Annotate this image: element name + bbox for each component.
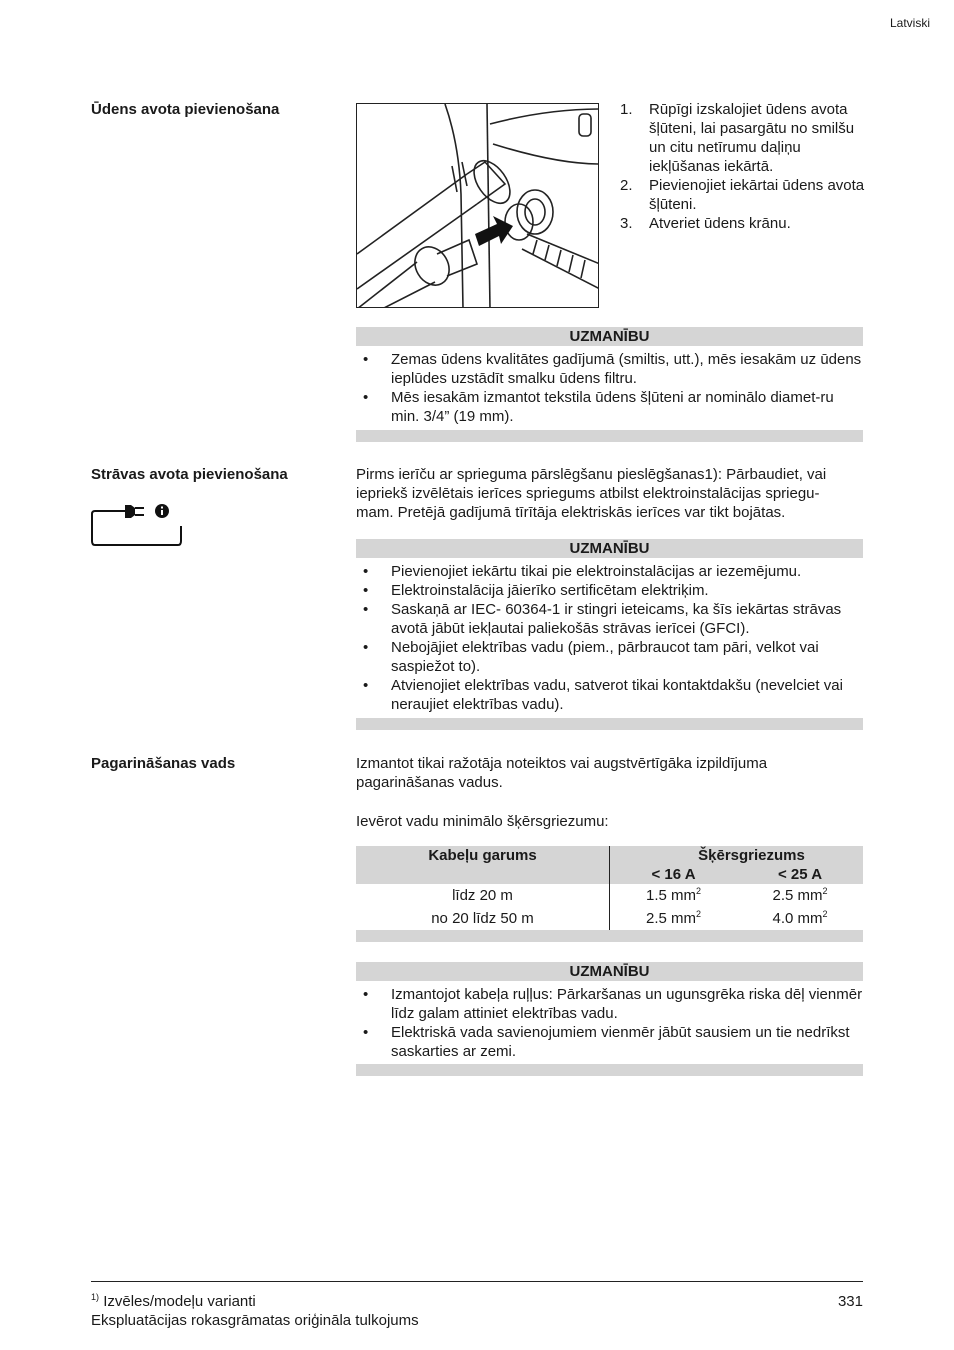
table-cell: 4.0 $mm^2$ xyxy=(772,909,828,927)
list-item: • Nebojājiet elektrības vadu (piem., pārbraucot tam pāri, velkot vai saspiežot to). xyxy=(363,639,819,675)
list-item: • Saskaņā ar IEC- 60364-1 ir stingri ieteicams, ka šīs iekārtas strāvas avotā jābūt iekļautai paliekošās strāvas ierīcei (GFCI). xyxy=(363,601,842,637)
table-cell: 2.5 $mm^2$ xyxy=(645,909,702,927)
section-title-water: Ūdens avota pievienošana xyxy=(91,101,280,118)
caution-list xyxy=(356,350,863,426)
list-item: • Atvienojiet elektrības vadu, satverot tikai kontaktdakšu (nevelciet vai neraujiet elektrības vadu). xyxy=(363,677,843,713)
section-title-extension: Pagarināšanas vads xyxy=(91,755,236,772)
list-item: • Elektriskā vada savienojumiem vienmēr jābūt sausiem un tie nedrīkst saskarties ar zemi. xyxy=(363,1024,850,1060)
table-row xyxy=(356,907,863,930)
list-item: • Zemas ūdens kvalitātes gadījumā (smiltis, utt.), mēs iesakām uz ūdens ieplūdes uzstādīt smalku ūdens filtru. xyxy=(363,351,862,387)
table-footer-bar xyxy=(356,930,863,942)
language-label: Latviski xyxy=(889,16,930,30)
list-item: 3. Atveriet ūdens krānu. xyxy=(620,215,791,232)
table-cell: no 20 līdz 50 m xyxy=(356,907,610,930)
table-cell: līdz 20 m xyxy=(356,884,610,907)
extension-intro: Izmantot tikai ražotāja noteiktos vai augstvērtīgāka izpildījuma pagarināšanas vadus. xyxy=(356,755,768,791)
list-item: 2. Pievienojiet iekārtai ūdens avota šļūteni. xyxy=(620,177,865,213)
power-plug-info-icon xyxy=(91,502,183,553)
list-item: 1. Rūpīgi izskalojiet ūdens avota šļūteni, lai pasargātu no smilšu un citu netīrumu daļiņu iekļūšanas iekārtā. xyxy=(620,101,855,175)
table-cell: 1.5 $mm^2$ xyxy=(645,886,702,904)
caution-header: UZMANĪBU xyxy=(356,539,863,558)
list-item: • Elektroinstalācija jāierīko sertificētam elektriķim. xyxy=(363,582,709,599)
table-row xyxy=(356,884,863,907)
cable-cross-section-table xyxy=(356,846,863,930)
page-number: 331 xyxy=(837,1293,863,1310)
extension-note: Ievērot vadu minimālo šķērsgriezumu: xyxy=(356,813,609,830)
caution-header: UZMANĪBU xyxy=(356,327,863,346)
table-header-length: Kabeļu garums xyxy=(356,846,610,884)
table-cell: 2.5 $mm^2$ xyxy=(772,886,828,904)
hose-connection-illustration xyxy=(356,103,599,308)
caution-list xyxy=(356,562,863,714)
list-item: • Izmantojot kabeļa ruļļus: Pārkaršanas un ugunsgrēka riska dēļ vienmēr līdz galam attiniet elektrības vadu. xyxy=(363,986,863,1022)
list-item: • Mēs iesakām izmantot tekstila ūdens šļūteni ar nominālo diamet-ru min. 3/4” (19 mm). xyxy=(363,389,834,425)
caution-footer-bar xyxy=(356,718,863,730)
caution-header: UZMANĪBU xyxy=(356,962,863,981)
caution-footer-bar xyxy=(356,430,863,442)
caution-footer-bar xyxy=(356,1064,863,1076)
table-header-cross-section: Šķērsgriezums xyxy=(610,846,864,865)
power-intro: Pirms ierīču ar sprieguma pārslēgšanu pieslēgšanas1): Pārbaudiet, vai iepriekš izvēlētais ierīces spriegums atbilst elektroinstalācijas spriegu- mam. Pretējā gadījumā tīrītāja elektriskās ierīces var tikt bojātas. xyxy=(356,466,827,521)
caution-list xyxy=(356,985,863,1061)
section-title-power: Strāvas avota pievienošana xyxy=(91,466,288,483)
list-item: • Pievienojiet iekārtu tikai pie elektroinstalācijas ar iezemējumu. xyxy=(363,563,802,580)
table-subheader-16a: < 16 A xyxy=(610,865,738,884)
footer-footnote: $^{1)}$ Izvēles/modeļu varianti Ekspluatācijas rokasgrāmatas oriģināla tulkojums xyxy=(91,1292,419,1329)
water-steps-list xyxy=(620,100,865,233)
table-subheader-25a: < 25 A xyxy=(737,865,863,884)
table-header-row xyxy=(356,846,863,865)
footer-divider xyxy=(91,1281,863,1282)
footer-subtitle: Ekspluatācijas rokasgrāmatas oriģināla tulkojums xyxy=(91,1312,419,1329)
